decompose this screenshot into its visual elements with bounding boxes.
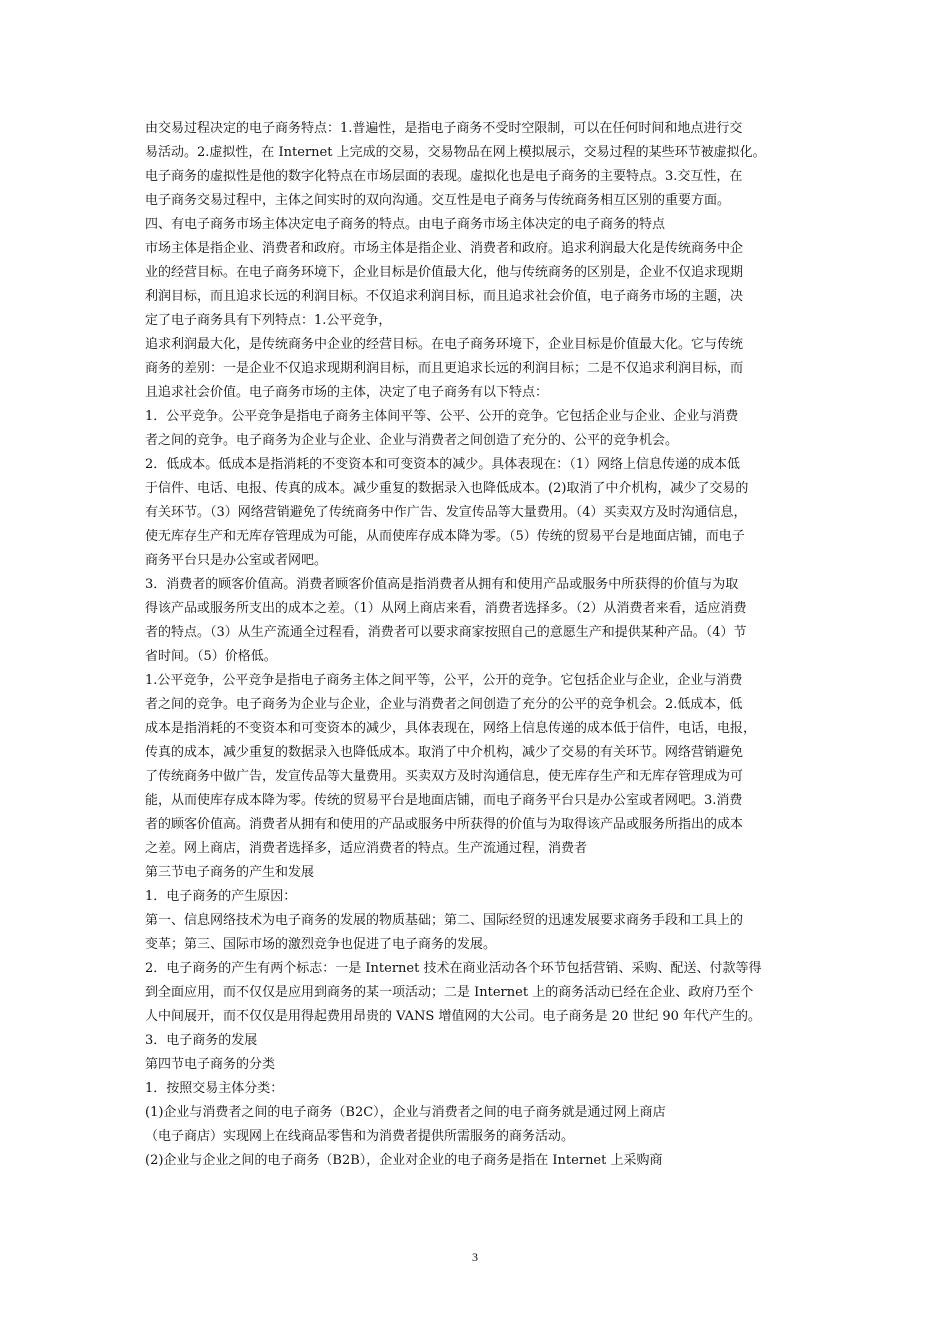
list-item: 1．电子商务的产生原因：	[145, 889, 297, 904]
text-line: 电子商务交易过程中，主体之间实时的双向沟通。交互性是电子商务与传统商务相互区别的重要方面。	[145, 193, 731, 208]
text-line: 者的顾客价值高。消费者从拥有和使用的产品或服务中所获得的价值与为取得该产品或服务所指出的成本	[145, 817, 744, 832]
text-line: 者之间的竞争。电子商务为企业与企业、企业与消费者之间创造了充分的、公平的竞争机会。	[145, 433, 679, 448]
list-item: 3．电子商务的发展	[145, 1033, 258, 1048]
text-line: 商务的差别：一是企业不仅追求现期利润目标，而且更追求长远的利润目标；二是不仅追求利润目标，而	[145, 361, 744, 376]
list-item: 1．公平竞争。公平竞争是指电子商务主体间平等、公平、公开的竞争。它包括企业与企业、企业与消费	[145, 409, 739, 424]
text-line: 业的经营目标。在电子商务环境下，企业目标是价值最大化，他与传统商务的区别是，企业不仅追求现期	[145, 265, 744, 280]
list-item: 1．按照交易主体分类：	[145, 1081, 284, 1096]
text-line: 且追求社会价值。电子商务市场的主体，决定了电子商务有以下特点：	[145, 385, 549, 400]
text-line: 由交易过程决定的电子商务特点：1.普遍性，是指电子商务不受时空限制，可以在任何时间和地点进行交	[145, 121, 743, 136]
text-line: 者之间的竞争。电子商务为企业与企业，企业与消费者之间创造了充分的公平的竞争机会。2.低成本，低	[145, 697, 743, 712]
text-line: 利润目标，而且追求长远的利润目标。不仅追求利润目标，而且追求社会价值，电子商务市场的主题，决	[145, 289, 744, 304]
text-line: 电子商务的虚拟性是他的数字化特点在市场层面的表现。虚拟化也是电子商务的主要特点。3.交互性，在	[145, 169, 743, 184]
text-line: 省时间。（5）价格低。	[145, 649, 277, 664]
text-line: 使无库存生产和无库存管理成为可能，从而使库存成本降为零。（5）传统的贸易平台是地面店铺，而电子	[145, 529, 745, 544]
text-line: 有关环节。（3）网络营销避免了传统商务中作广告、发宣传品等大量费用。（4）买卖双方及时沟通信息，	[145, 505, 747, 520]
text-line: 了传统商务中做广告，发宣传品等大量费用。买卖双方及时沟通信息，使无库存生产和无库存管理成为可	[145, 769, 744, 784]
text-line: 到全面应用，而不仅仅是应用到商务的某一项活动；二是 Internet 上的商务活动已经在企业、政府乃至个	[145, 985, 754, 1000]
text-line: 者的特点。（3）从生产流通全过程看，消费者可以要求商家按照自己的意愿生产和提供某种产品。（4）节	[145, 625, 747, 640]
text-line: 第一、信息网络技术为电子商务的发展的物质基础；第二、国际经贸的迅速发展要求商务手段和工具上的	[145, 913, 744, 928]
text-line: 能，从而使库存成本降为零。传统的贸易平台是地面店铺，而电子商务平台只是办公室或者网吧。3.消费	[145, 793, 743, 808]
list-item: 2．低成本。低成本是指消耗的不变资本和可变资本的减少。具体表现在：（1）网络上信息传递的成本低	[145, 457, 741, 472]
text-line: 得该产品或服务所支出的成本之差。（1）从网上商店来看，消费者选择多。（2）从消费者来看，适应消费	[145, 601, 747, 616]
page-number: 3	[472, 1250, 478, 1264]
section-heading: 四、有电子商务市场主体决定电子商务的特点。由电子商务市场主体决定的电子商务的特点	[145, 217, 666, 232]
text-line: 人中间展开，而不仅仅是用得起费用昂贵的 VANS 增值网的大公司。电子商务是 20 世纪 90 年代产生的。	[145, 1009, 762, 1024]
list-item: 2．电子商务的产生有两个标志：一是 Internet 技术在商业活动各个环节包括营销、采购、配送、付款等得	[145, 961, 762, 976]
text-line: 传真的成本，减少重复的数据录入也降低成本。取消了中介机构，减少了交易的有关环节。网络营销避免	[145, 745, 744, 760]
text-line: 成本是指消耗的不变资本和可变资本的减少，具体表现在，网络上信息传递的成本低于信件，电话，电报，	[145, 721, 757, 736]
text-line: 市场主体是指企业、消费者和政府。市场主体是指企业、消费者和政府。追求利润最大化是传统商务中企	[145, 241, 744, 256]
text-line: 1.公平竞争，公平竞争是指电子商务主体之间平等，公平，公开的竞争。它包括企业与企业，企业与消费	[145, 673, 743, 688]
text-line: 易活动。2.虚拟性，在 Internet 上完成的交易，交易物品在网上模拟展示，交易过程的某些环节被虚拟化。	[145, 145, 766, 160]
text-line: (1)企业与消费者之间的电子商务（B2C），企业与消费者之间的电子商务就是通过网上商店	[145, 1105, 666, 1120]
text-line: 之差。网上商店，消费者选择多，适应消费者的特点。生产流通过程，消费者	[145, 841, 588, 856]
text-line: （电子商店）实现网上在线商品零售和为消费者提供所需服务的商务活动。	[145, 1129, 575, 1144]
section-heading: 第三节电子商务的产生和发展	[145, 865, 315, 880]
text-line: 定了电子商务具有下列特点：1.公平竞争，	[145, 313, 392, 328]
section-heading: 第四节电子商务的分类	[145, 1057, 276, 1072]
text-line: 变革；第三、国际市场的激烈竞争也促进了电子商务的发展。	[145, 937, 497, 952]
text-line: (2)企业与企业之间的电子商务（B2B），企业对企业的电子商务是指在 Internet 上采购商	[145, 1153, 663, 1168]
text-line: 于信件、电话、电报、传真的成本。减少重复的数据录入也降低成本。(2)取消了中介机构，减少了交易的	[145, 481, 749, 496]
text-line: 商务平台只是办公室或者网吧。	[145, 553, 328, 568]
list-item: 3．消费者的顾客价值高。消费者顾客价值高是指消费者从拥有和使用产品或服务中所获得的价值与为取	[145, 577, 739, 592]
document-body	[145, 117, 809, 1173]
text-line: 追求利润最大化，是传统商务中企业的经营目标。在电子商务环境下，企业目标是价值最大化。它与传统	[145, 337, 744, 352]
